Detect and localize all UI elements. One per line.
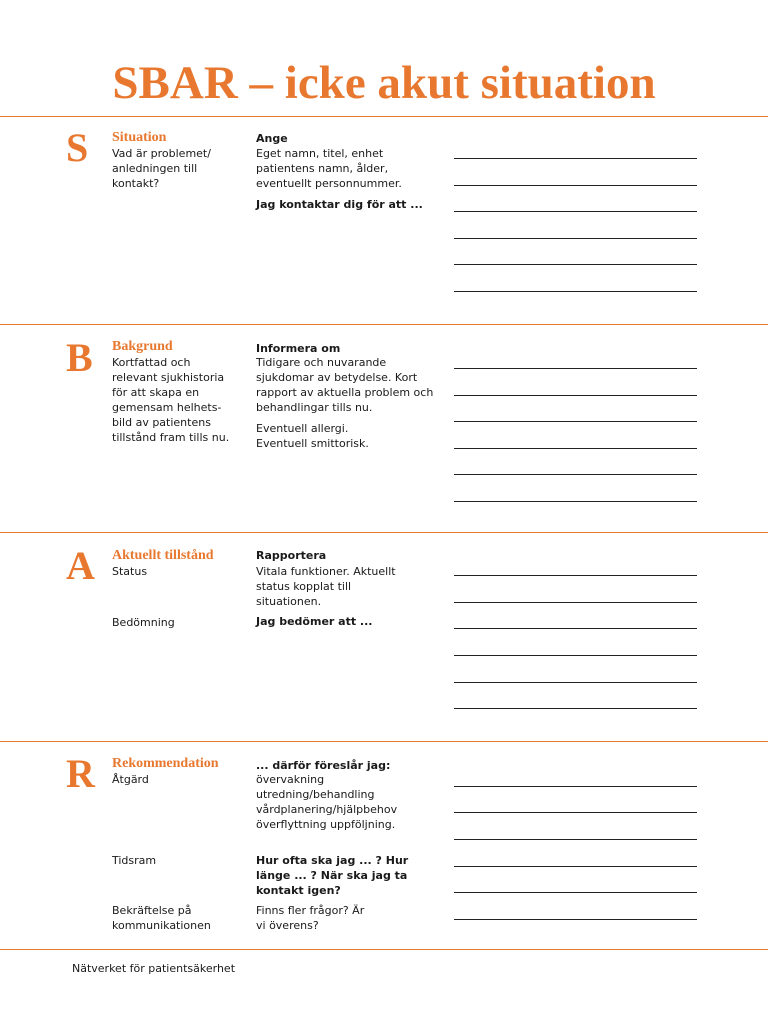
bakgrund-description: Kortfattad och relevant sjukhistoria för att skapa en gemensam helhets-bild av patientens tillstånd fram tills nu. [112, 356, 230, 444]
write-line[interactable] [454, 919, 697, 920]
aktuellt-right-prompt: Jag bedömer att ... [256, 615, 373, 628]
divider [0, 949, 768, 950]
bakgrund-right-text: Tidigare och nuvarande sjukdomar av betydelse. Kort rapport av aktuella problem och behandlingar tills nu. [256, 356, 434, 414]
write-line[interactable] [454, 575, 697, 576]
section-heading-situation: Situation [112, 130, 167, 145]
section-letter-b: B [66, 335, 93, 380]
write-line[interactable] [454, 421, 697, 422]
write-line[interactable] [454, 501, 697, 502]
section-letter-r: R [66, 751, 95, 796]
write-line[interactable] [454, 602, 697, 603]
write-line[interactable] [454, 158, 697, 159]
write-line[interactable] [454, 655, 697, 656]
section-heading-bakgrund: Bakgrund [112, 339, 173, 354]
bakgrund-right-heading: Informera om [256, 342, 341, 355]
divider [0, 741, 768, 742]
divider [0, 324, 768, 325]
write-line[interactable] [454, 185, 697, 186]
situation-right-prompt: Jag kontaktar dig för att ... [256, 198, 423, 211]
aktuellt-right-heading: Rapportera [256, 549, 327, 562]
write-line[interactable] [454, 682, 697, 683]
write-line[interactable] [454, 628, 697, 629]
divider [0, 532, 768, 533]
divider [0, 116, 768, 117]
rekommendation-right-questions: Hur ofta ska jag ... ? Hur länge ... ? När ska jag ta kontakt igen? [256, 854, 409, 897]
rekommendation-right-heading: ... därför föreslår jag: [256, 759, 391, 772]
bakgrund-right-text2: Eventuell allergi. Eventuell smittorisk. [256, 422, 369, 450]
write-line[interactable] [454, 474, 697, 475]
write-line[interactable] [454, 395, 697, 396]
write-line[interactable] [454, 708, 697, 709]
write-line[interactable] [454, 211, 697, 212]
situation-description: Vad är problemet/ anledningen till kontakt? [112, 147, 211, 190]
rekommendation-right-text: övervakning utredning/behandling vårdplanering/hjälpbehov överflyttning uppföljning. [256, 773, 398, 831]
write-line[interactable] [454, 264, 697, 265]
situation-right-heading: Ange [256, 132, 288, 145]
aktuellt-bedomning-label: Bedömning [112, 616, 175, 629]
write-line[interactable] [454, 786, 697, 787]
section-heading-aktuellt-tillstand: Aktuellt tillstånd [112, 548, 214, 563]
write-line[interactable] [454, 238, 697, 239]
write-line[interactable] [454, 892, 697, 893]
rekommendation-atgard-label: Åtgärd [112, 773, 149, 786]
footer-text: Nätverket för patientsäkerhet [72, 962, 236, 975]
situation-right-text: Eget namn, titel, enhet patientens namn, ålder, eventuellt personnummer. [256, 147, 402, 190]
rekommendation-tidsram-label: Tidsram [112, 854, 157, 867]
section-heading-rekommendation: Rekommendation [112, 756, 219, 771]
write-line[interactable] [454, 812, 697, 813]
write-line[interactable] [454, 839, 697, 840]
page-title: SBAR – icke akut situation [112, 57, 656, 109]
aktuellt-status-label: Status [112, 565, 148, 578]
write-line[interactable] [454, 866, 697, 867]
aktuellt-right-text: Vitala funktioner. Aktuellt status kopplat till situationen. [256, 565, 396, 608]
section-letter-s: S [66, 125, 89, 170]
write-line[interactable] [454, 368, 697, 369]
write-line[interactable] [454, 448, 697, 449]
rekommendation-bekraftelse-label: Bekräftelse på kommunikationen [112, 904, 211, 932]
rekommendation-right-text3: Finns fler frågor? Är vi överens? [256, 904, 365, 932]
section-letter-a: A [66, 543, 95, 588]
write-line[interactable] [454, 291, 697, 292]
